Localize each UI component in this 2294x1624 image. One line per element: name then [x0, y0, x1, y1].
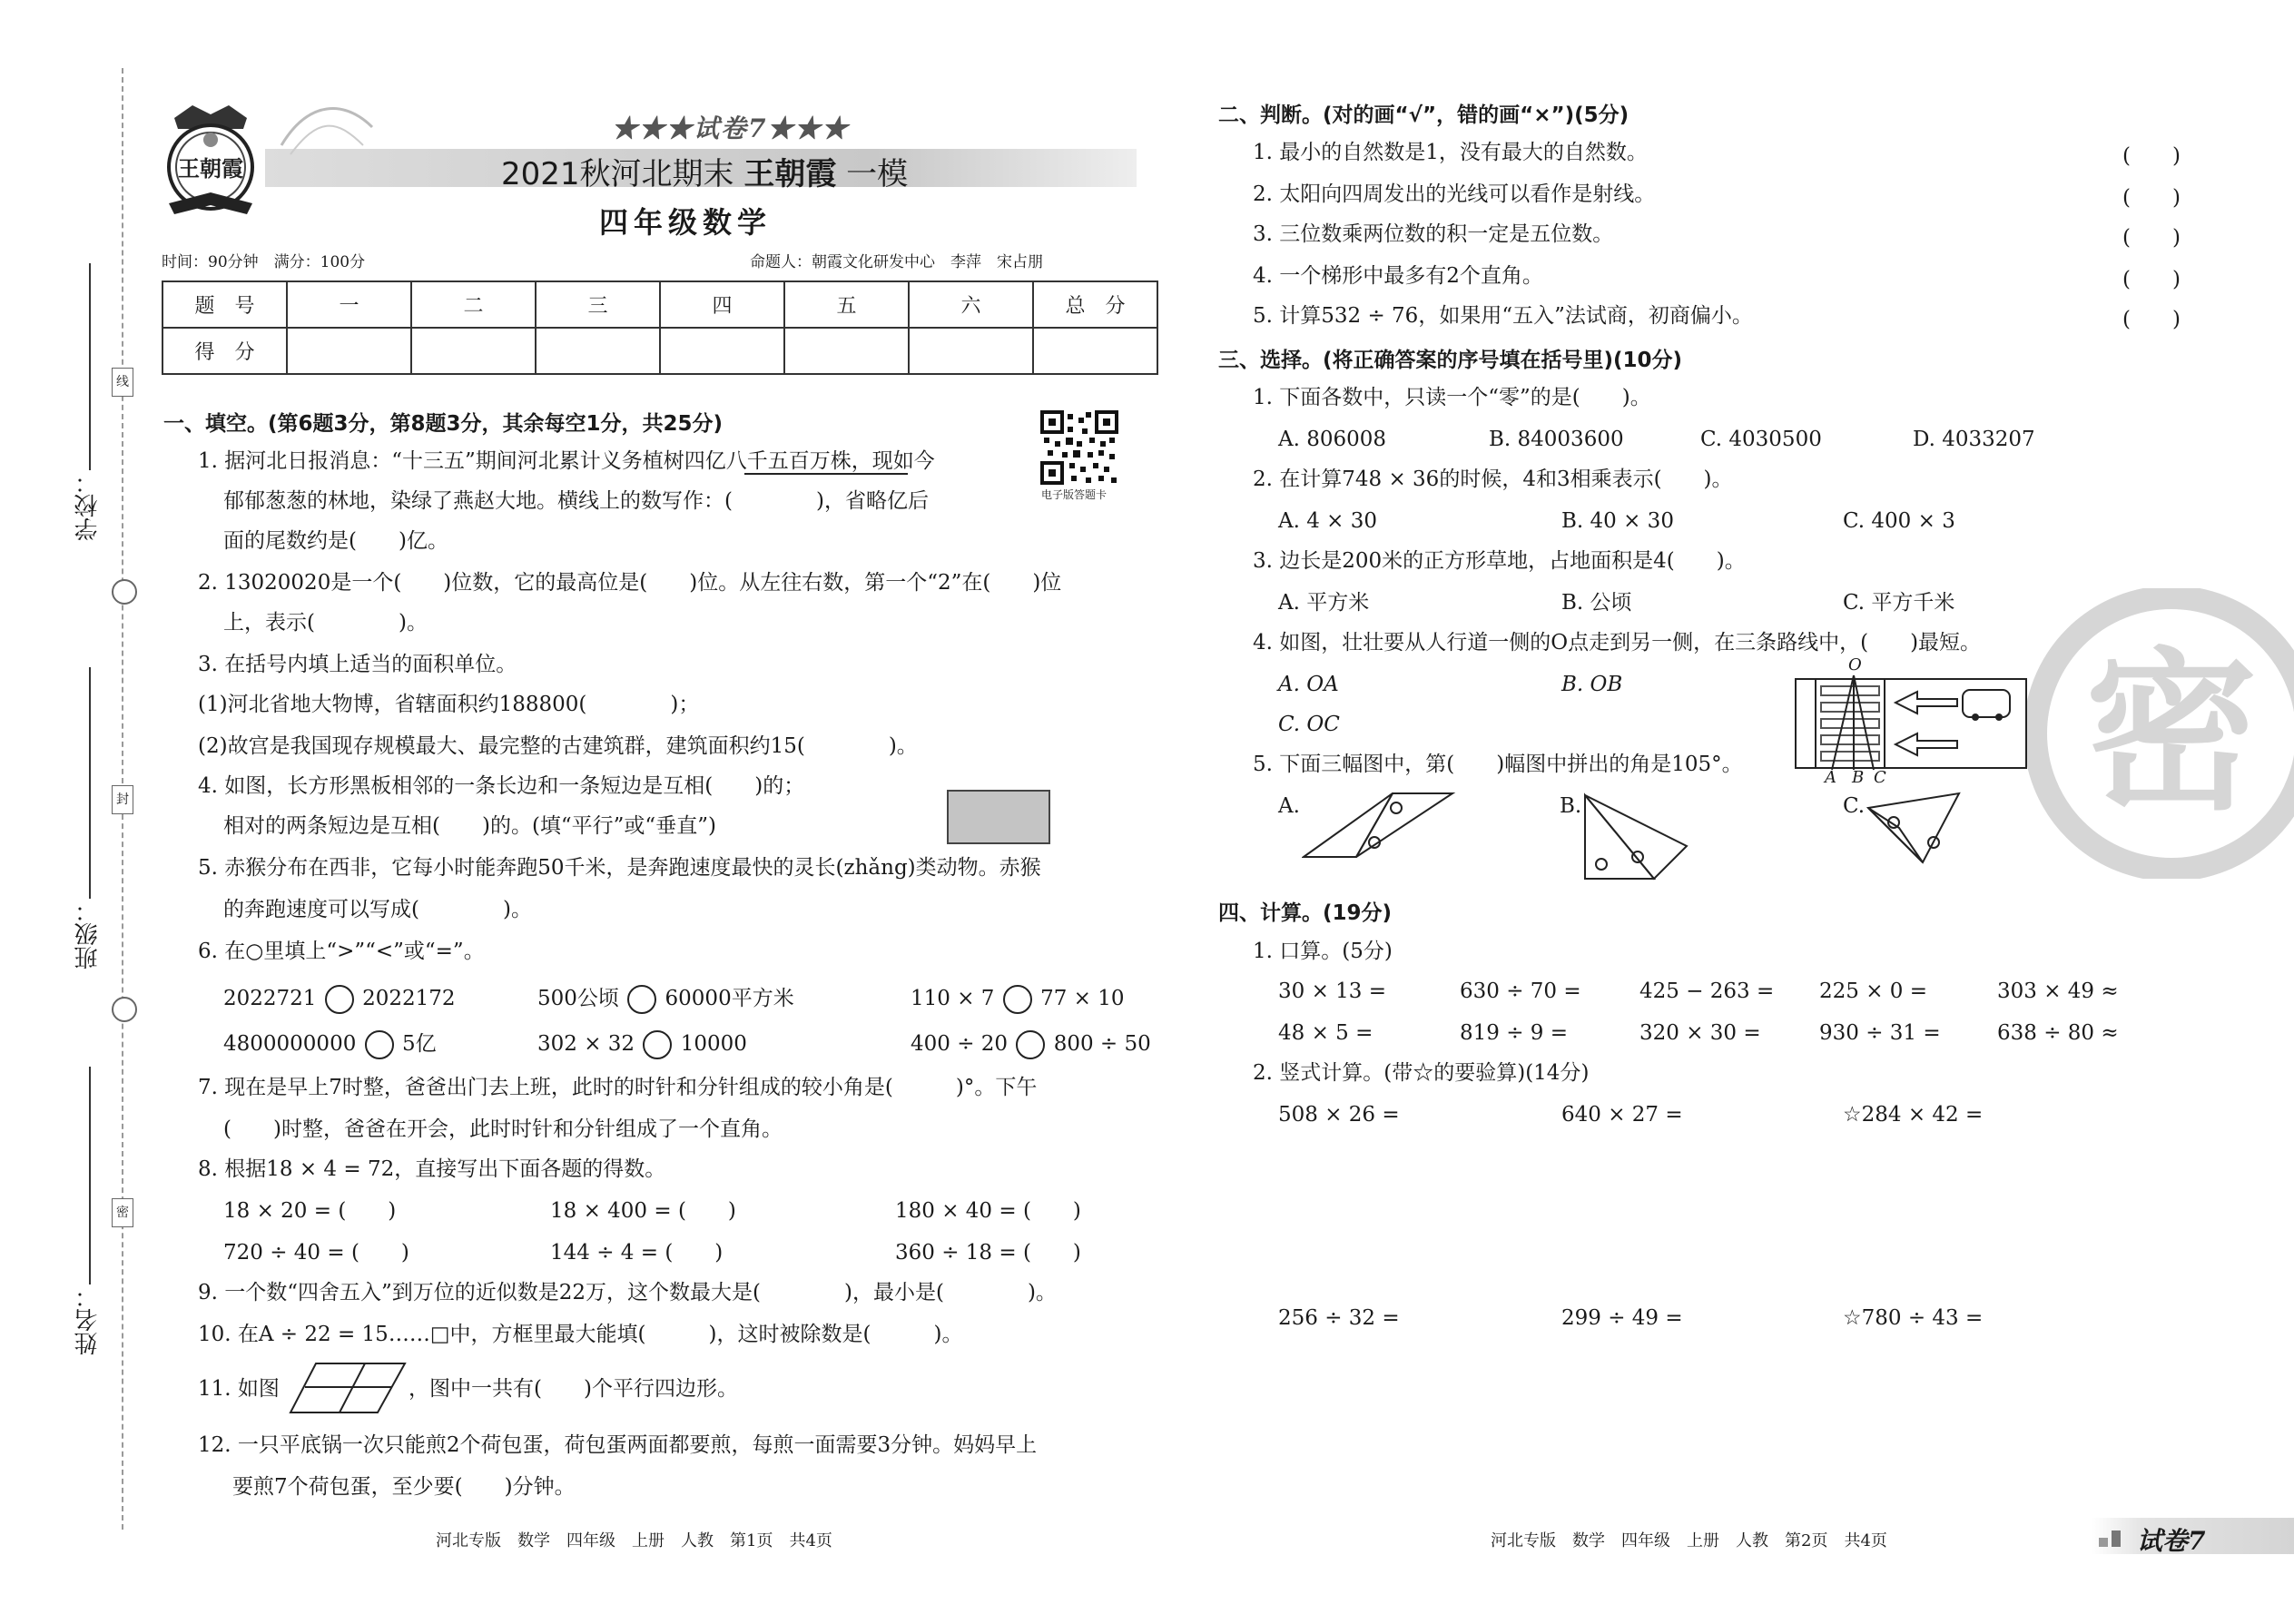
- triangle-figure-a: [1302, 792, 1456, 859]
- q7-line1: 7. 现在是早上7时整，爸爸出门去上班，此时的时针和分针组成的较小角是( )°。下午: [198, 1076, 1038, 1099]
- q6-item: [223, 985, 456, 1014]
- score-table-score-row: [162, 328, 1157, 374]
- q8-item: 18 × 400 = ( ): [550, 1199, 736, 1223]
- score-cell: 三: [536, 281, 660, 328]
- q1-underline: [744, 473, 908, 475]
- qr-code-icon[interactable]: [1040, 410, 1118, 485]
- score-cell: 五: [784, 281, 909, 328]
- judge-item: 2. 太阳向四周发出的光线可以看作是射线。: [1253, 182, 1656, 206]
- q6-item: [223, 1030, 437, 1059]
- q4-line1: 4. 如图，长方形黑板相邻的一条长边和一条短边是互相( )的；: [198, 774, 805, 798]
- fig-label-o: O: [1848, 655, 1862, 674]
- choice-option[interactable]: C.: [1843, 794, 1866, 818]
- q6-left: 2022721: [223, 987, 317, 1010]
- choice-option[interactable]: A.: [1278, 794, 1300, 818]
- q8-line: 8. 根据18 × 4 = 72，直接写出下面各题的得数。: [198, 1157, 666, 1181]
- footer-tag-blocks-icon: [2112, 1530, 2121, 1547]
- q1-line2: 郁郁葱葱的林地，染绿了燕赵大地。横线上的数写作：( )，省略亿后: [223, 489, 929, 513]
- choice-option[interactable]: B. 40 × 30: [1561, 509, 1674, 533]
- parallelogram-figure: [289, 1360, 407, 1416]
- vertical-item: 256 ÷ 32 =: [1278, 1306, 1400, 1330]
- score-cell: 四: [660, 281, 784, 328]
- choice-q4: 4. 如图，壮壮要从人行道一侧的O点走到另一侧，在三条路线中，( )最短。: [1253, 631, 1982, 655]
- judge-answer[interactable]: ( ): [2122, 186, 2181, 210]
- oral-item: 30 × 13 =: [1278, 979, 1387, 1003]
- q5-line1: 5. 赤猴分布在西非，它每小时能奔跑50千米，是奔跑速度最快的灵长(zhǎng)类动物。赤猴: [198, 856, 1041, 880]
- binding-mark-feng: 封: [112, 785, 133, 814]
- q2-line1: 2. 13020020是一个( )位数，它的最高位是( )位。从左往右数，第一个“2”在( )位: [198, 571, 1062, 595]
- q6-right: 10000: [680, 1032, 747, 1056]
- footer-tag-blocks-icon: [2099, 1538, 2108, 1547]
- blackboard-figure: [947, 790, 1050, 844]
- q12-line1: 12. 一只平底锅一次只能煎2个荷包蛋，荷包蛋两面都要煎，每煎一面需要3分钟。妈妈早上: [198, 1433, 1038, 1457]
- score-cell: 六: [909, 281, 1033, 328]
- q3-sub1: (1)河北省地大物博，省辖面积约188800( )；: [198, 693, 700, 716]
- q2-line2: 上，表示( )。: [223, 611, 428, 635]
- q6-line: 6. 在○里填上“>”“<”或“=”。: [198, 940, 485, 963]
- compare-circle[interactable]: [325, 985, 354, 1014]
- q6-right: 2022172: [362, 987, 456, 1010]
- q4-line2: 相对的两条短边是互相( )的。(填“平行”或“垂直”): [223, 814, 716, 838]
- score-input[interactable]: [1033, 328, 1157, 374]
- time-info: 时间：90分钟 满分：100分: [162, 253, 366, 271]
- choice-option[interactable]: C. 平方千米: [1843, 591, 1955, 615]
- score-table: [162, 281, 1158, 375]
- q10-line: 10. 在A ÷ 22 = 15……□中，方框里最大能填( )，这时被除数是( )。: [198, 1323, 963, 1346]
- choice-q3: 3. 边长是200米的正方形草地，占地面积是4( )。: [1253, 549, 1746, 573]
- score-input[interactable]: [660, 328, 784, 374]
- choice-option[interactable]: C. 400 × 3: [1843, 509, 1955, 533]
- paper-label: ★★★试卷7★★★: [612, 113, 850, 143]
- q12-line2: 要煎7个荷包蛋，至少要( )分钟。: [232, 1475, 576, 1499]
- oral-item: 638 ÷ 80 ≈: [1997, 1021, 2119, 1045]
- triangle-figure-b: [1581, 792, 1690, 882]
- oral-item: 48 × 5 =: [1278, 1021, 1373, 1045]
- q6-right: 800 ÷ 50: [1053, 1032, 1151, 1056]
- triangle-figure-c: [1866, 792, 1961, 864]
- score-cell: 得 分: [162, 328, 287, 374]
- compare-circle[interactable]: [1003, 985, 1032, 1014]
- binding-mark-mi: 密: [112, 1198, 133, 1227]
- oral-item: 819 ÷ 9 =: [1460, 1021, 1569, 1045]
- q8-item: 360 ÷ 18 = ( ): [895, 1241, 1081, 1265]
- qr-caption: 电子版答题卡: [1041, 488, 1108, 501]
- oral-heading: 1. 口算。(5分): [1253, 940, 1393, 963]
- authors: 命题人：朝霞文化研发中心 李萍 宋占朋: [750, 253, 1043, 271]
- oral-item: 225 × 0 =: [1819, 979, 1928, 1003]
- q11-post: ，图中一共有( )个平行四边形。: [409, 1377, 738, 1401]
- q8-item: 180 × 40 = ( ): [895, 1199, 1081, 1223]
- title-main: 2021秋河北期末: [501, 156, 734, 192]
- q7-line2: ( )时整，爸爸在开会，此时时针和分针组成了一个直角。: [223, 1117, 783, 1141]
- choice-option[interactable]: A. 4 × 30: [1278, 509, 1378, 533]
- oral-item: 930 ÷ 31 =: [1819, 1021, 1941, 1045]
- choice-option[interactable]: D. 4033207: [1913, 428, 2035, 451]
- judge-answer[interactable]: ( ): [2122, 226, 2181, 250]
- crosswalk-figure: [1794, 663, 2028, 784]
- judge-answer[interactable]: ( ): [2122, 268, 2181, 291]
- judge-item: 4. 一个梯形中最多有2个直角。: [1253, 264, 1543, 288]
- score-input[interactable]: [909, 328, 1033, 374]
- footer-right: 河北专版 数学 四年级 上册 人教 第2页 共4页: [1491, 1531, 1887, 1550]
- watermark-seal-icon: [2026, 588, 2294, 879]
- q1-line1: 1. 据河北日报消息：“十三五”期间河北累计义务植树四亿八千五百万株，现如今: [198, 449, 935, 473]
- q3-sub2: (2)故宫是我国现存规模最大、最完整的古建筑群，建筑面积约15( )。: [198, 734, 918, 758]
- judge-item: 1. 最小的自然数是1，没有最大的自然数。: [1253, 141, 1648, 164]
- q8-item: 18 × 20 = ( ): [223, 1199, 397, 1223]
- title-suffix: 一模: [846, 156, 909, 192]
- watermark-char: 密: [2084, 633, 2259, 833]
- q1-line3: 面的尾数约是( )亿。: [223, 529, 448, 553]
- score-input[interactable]: [411, 328, 536, 374]
- judge-answer[interactable]: ( ): [2122, 144, 2181, 168]
- score-input[interactable]: [287, 328, 411, 374]
- q8-item: 720 ÷ 40 = ( ): [223, 1241, 409, 1265]
- q6-left: 400 ÷ 20: [911, 1032, 1009, 1056]
- fig-label-c: C: [1874, 768, 1886, 787]
- q9-line: 9. 一个数“四舍五入”到万位的近似数是22万，这个数最大是( )，最小是( )。: [198, 1281, 1057, 1304]
- q8-item: 144 ÷ 4 = ( ): [550, 1241, 724, 1265]
- compare-circle[interactable]: [643, 1030, 672, 1059]
- compare-circle[interactable]: [365, 1030, 394, 1059]
- q6-right: 77 × 10: [1040, 987, 1125, 1010]
- footer-left: 河北专版 数学 四年级 上册 人教 第1页 共4页: [436, 1531, 832, 1550]
- vertical-heading: 2. 竖式计算。(带☆的要验算)(14分): [1253, 1061, 1590, 1085]
- header-ribbon: [272, 91, 381, 163]
- footer-tag: [2092, 1518, 2294, 1554]
- part3-heading: 三、选择。(将正确答案的序号填在括号里)(10分): [1218, 349, 1683, 372]
- choice-q1: 1. 下面各数中，只读一个“零”的是( )。: [1253, 386, 1651, 409]
- footer-tag-text: 试卷7: [2137, 1526, 2206, 1556]
- q11-pre: 11. 如图: [198, 1377, 280, 1401]
- vertical-item: ☆780 ÷ 43 =: [1843, 1306, 1984, 1330]
- q6-item: [911, 1030, 1151, 1059]
- fig-label-a: A: [1825, 768, 1836, 787]
- choice-option[interactable]: C. OC: [1278, 713, 1340, 736]
- choice-q5: 5. 下面三幅图中，第( )幅图中拼出的角是105°。: [1253, 753, 1743, 776]
- oral-item: 320 × 30 =: [1639, 1021, 1761, 1045]
- vertical-item: ☆284 × 42 =: [1843, 1103, 1984, 1127]
- choice-option[interactable]: B. OB: [1561, 673, 1623, 696]
- choice-option[interactable]: A. 806008: [1278, 428, 1387, 451]
- fig-label-b: B: [1852, 768, 1865, 787]
- score-cell: 题 号: [162, 281, 287, 328]
- score-table-header-row: [162, 281, 1157, 328]
- compare-circle[interactable]: [1016, 1030, 1045, 1059]
- score-input[interactable]: [536, 328, 660, 374]
- q6-item: [537, 1030, 747, 1059]
- choice-option[interactable]: A. 平方米: [1278, 591, 1370, 615]
- judge-item: 3. 三位数乘两位数的积一定是五位数。: [1253, 222, 1614, 246]
- q6-right: 60000平方米: [665, 987, 794, 1010]
- name-field[interactable]: [89, 1067, 91, 1284]
- brand-logo-text: 王朝霞: [178, 155, 243, 182]
- choice-option[interactable]: B.: [1560, 794, 1582, 818]
- school-label: 学校：: [74, 470, 102, 541]
- q5-line2: 的奔跑速度可以写成( )。: [223, 898, 532, 921]
- title-brand: 王朝霞: [743, 156, 837, 192]
- school-field[interactable]: [89, 263, 91, 470]
- class-label: 班级：: [74, 899, 102, 969]
- q6-left: 110 × 7: [911, 987, 995, 1010]
- name-label: 姓名：: [74, 1284, 102, 1355]
- choice-option[interactable]: C. 4030500: [1700, 428, 1822, 451]
- q6-left: 500公顷: [537, 987, 619, 1010]
- binding-mark-xian: 线: [112, 368, 133, 397]
- judge-item: 5. 计算532 ÷ 76，如果用“五入”法试商，初商偏小。: [1253, 304, 1753, 328]
- choice-q2: 2. 在计算748 × 36的时候，4和3相乘表示( )。: [1253, 468, 1733, 491]
- q6-item: [911, 985, 1125, 1014]
- part4-heading: 四、计算。(19分): [1218, 901, 1393, 925]
- page-title: [501, 149, 908, 193]
- binding-hole-icon: [112, 579, 137, 605]
- q6-right: 5亿: [401, 1032, 437, 1056]
- oral-item: 303 × 49 ≈: [1997, 979, 2119, 1003]
- part2-heading: 二、判断。(对的画“√”，错的画“×”)(5分): [1218, 103, 1629, 127]
- score-cell: 总 分: [1033, 281, 1157, 328]
- q6-left: 4800000000: [223, 1032, 357, 1056]
- vertical-item: 508 × 26 =: [1278, 1103, 1400, 1127]
- brand-logo: [156, 102, 265, 218]
- binding-hole-icon: [112, 997, 137, 1022]
- score-cell: 一: [287, 281, 411, 328]
- choice-option[interactable]: A. OA: [1278, 673, 1339, 696]
- vertical-item: 299 ÷ 49 =: [1561, 1306, 1683, 1330]
- choice-option[interactable]: B. 84003600: [1489, 428, 1624, 451]
- oral-item: 425 − 263 =: [1639, 979, 1775, 1003]
- class-field[interactable]: [89, 667, 91, 899]
- compare-circle[interactable]: [627, 985, 656, 1014]
- oral-item: 630 ÷ 70 =: [1460, 979, 1581, 1003]
- part1-heading: 一、填空。(第6题3分，第8题3分，其余每空1分，共25分): [163, 412, 724, 436]
- judge-answer[interactable]: ( ): [2122, 308, 2181, 331]
- q6-item: [537, 985, 794, 1014]
- score-cell: 二: [411, 281, 536, 328]
- vertical-item: 640 × 27 =: [1561, 1103, 1683, 1127]
- q6-left: 302 × 32: [537, 1032, 635, 1056]
- score-input[interactable]: [784, 328, 909, 374]
- choice-option[interactable]: B. 公顷: [1561, 591, 1632, 615]
- q3-line: 3. 在括号内填上适当的面积单位。: [198, 653, 517, 676]
- page-subtitle: 四年级数学: [599, 205, 773, 240]
